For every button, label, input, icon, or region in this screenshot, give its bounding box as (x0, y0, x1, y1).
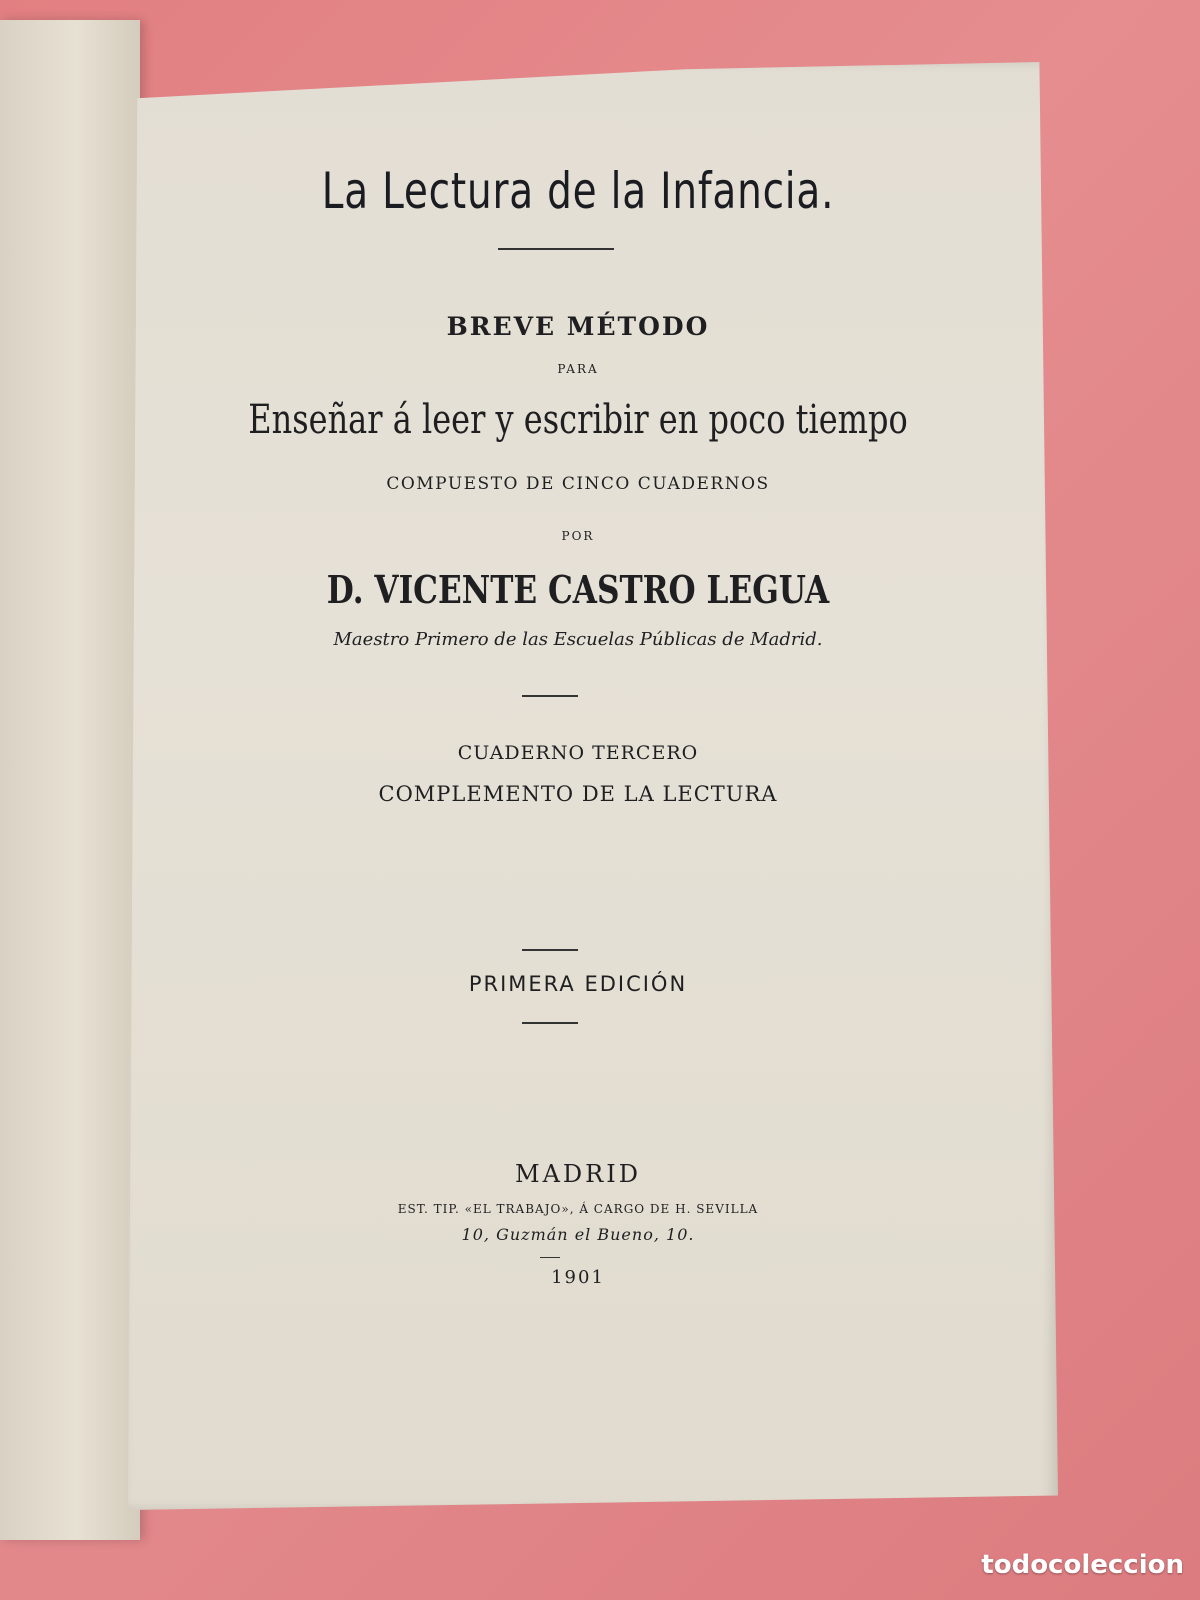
para-text: PARA (557, 362, 599, 376)
address-text: 10, Guzmán el Bueno, 10. (461, 1225, 695, 1244)
watermark-logo: todocoleccion (981, 1550, 1184, 1580)
volume-number: CUADERNO TERCERO (457, 742, 699, 764)
title-page-content (128, 62, 1028, 1482)
volume-title: COMPLEMENTO DE LA LECTURA (378, 782, 778, 806)
edition-text: PRIMERA EDICIÓN (468, 972, 688, 996)
city-text: MADRID (515, 1160, 641, 1188)
divider-edition-bottom (522, 1022, 578, 1024)
divider-middle (522, 695, 578, 697)
author-name: D. VICENTE CASTRO LEGUA (326, 567, 830, 612)
por-text: POR (561, 529, 595, 543)
purpose-text: Enseñar á leer y escribir en poco tiempo (248, 397, 908, 443)
divider-year (540, 1257, 560, 1258)
printer-text: EST. TIP. «EL TRABAJO», Á CARGO DE H. SEVILLA (397, 1202, 759, 1216)
author-role: Maestro Primero de las Escuelas Públicas de Madrid. (333, 629, 823, 650)
year-text: 1901 (551, 1267, 605, 1288)
divider-edition-top (522, 949, 578, 951)
book-title: La Lectura de la Infancia. (321, 162, 835, 220)
left-page-edge (0, 20, 140, 1540)
composition-text: COMPUESTO DE CINCO CUADERNOS (386, 474, 770, 494)
divider-top (498, 248, 614, 250)
subtitle: BREVE MÉTODO (446, 312, 710, 341)
